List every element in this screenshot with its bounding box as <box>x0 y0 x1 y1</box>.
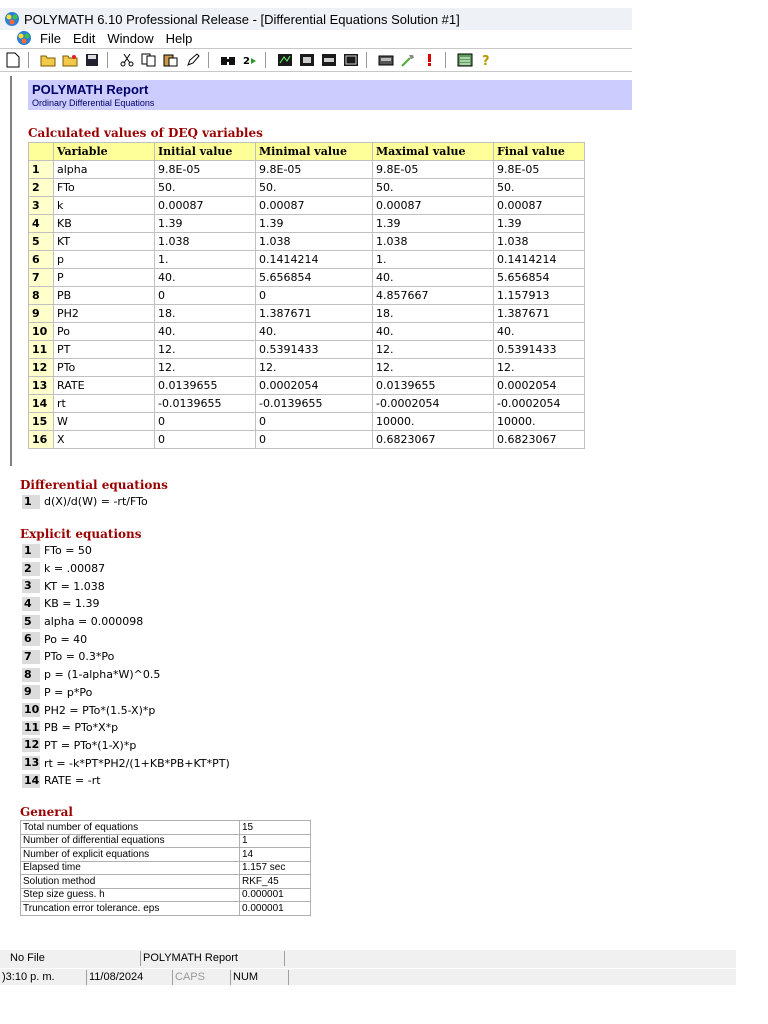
table-row <box>29 413 585 431</box>
table-row <box>29 431 585 449</box>
table-cell: 1. <box>373 251 494 269</box>
table-cell: -0.0002054 <box>494 395 585 413</box>
table-cell: 0 <box>256 287 373 305</box>
equation-number: 14 <box>24 773 40 787</box>
diff-equation-list <box>22 493 148 511</box>
table-cell: PB <box>54 287 155 305</box>
table-row <box>29 269 585 287</box>
table-row <box>29 287 585 305</box>
general-value: 15 <box>240 821 311 835</box>
row-index: 9 <box>29 305 54 323</box>
table-cell: 0.0139655 <box>155 377 256 395</box>
left-border <box>10 76 12 466</box>
table-cell: 50. <box>494 179 585 197</box>
table-row <box>29 359 585 377</box>
general-label: Step size guess. h <box>21 888 240 902</box>
table-cell: 18. <box>373 305 494 323</box>
program3-icon[interactable] <box>320 52 338 68</box>
menu-bar <box>0 29 632 47</box>
table-cell: -0.0139655 <box>256 395 373 413</box>
table-cell: PH2 <box>54 305 155 323</box>
program2-icon[interactable] <box>298 52 316 68</box>
diff-heading: Differential equations <box>20 478 168 492</box>
report-subtitle: Ordinary Differential Equations <box>32 98 155 108</box>
table-cell: 40. <box>494 323 585 341</box>
table-cell: 1.39 <box>494 215 585 233</box>
equation-number: 4 <box>22 597 40 611</box>
column-header: Initial value <box>155 143 256 161</box>
table-cell: 1. <box>155 251 256 269</box>
general-value: 14 <box>240 848 311 862</box>
equation-row <box>22 719 230 737</box>
edit-icon[interactable] <box>184 52 202 68</box>
equation-number: 10 <box>24 703 40 717</box>
row-index: 7 <box>29 269 54 287</box>
table-cell: 0.5391433 <box>256 341 373 359</box>
general-row <box>21 875 311 889</box>
equation-text: PB = PTo*X*p <box>44 721 119 735</box>
equation-text: P = p*Po <box>44 685 93 699</box>
table-cell: 1.157913 <box>494 287 585 305</box>
table-cell: 0.00087 <box>155 197 256 215</box>
equation-row <box>22 754 230 772</box>
column-header <box>29 143 54 161</box>
table-row <box>29 323 585 341</box>
table-cell: 0.00087 <box>373 197 494 215</box>
general-table <box>20 820 311 916</box>
menu-window[interactable]: Window <box>107 30 154 46</box>
status-bar-top <box>0 950 736 968</box>
table-cell: 12. <box>494 359 585 377</box>
tools-icon[interactable] <box>399 52 417 68</box>
status-time: )3:10 p. m. <box>2 971 55 983</box>
row-index: 8 <box>29 287 54 305</box>
column-header: Minimal value <box>256 143 373 161</box>
table-cell: 10000. <box>494 413 585 431</box>
table-cell: 9.8E-05 <box>155 161 256 179</box>
row-index: 2 <box>29 179 54 197</box>
equation-text: alpha = 0.000098 <box>44 615 144 629</box>
status-view: POLYMATH Report <box>140 951 283 966</box>
deq-table <box>28 142 585 449</box>
table-row <box>29 341 585 359</box>
help-icon[interactable] <box>478 52 496 68</box>
table-cell: 0.00087 <box>256 197 373 215</box>
new-icon[interactable] <box>4 52 22 68</box>
table-cell: 12. <box>256 359 373 377</box>
table-cell: 40. <box>256 323 373 341</box>
equation-text: Po = 40 <box>44 632 88 646</box>
equation-text: RATE = -rt <box>44 774 101 788</box>
general-row <box>21 888 311 902</box>
table-cell: 0.1414214 <box>256 251 373 269</box>
run-icon[interactable] <box>241 52 259 68</box>
table-cell: 12. <box>155 341 256 359</box>
status-file: No File <box>10 952 45 964</box>
equation-text: PH2 = PTo*(1.5-X)*p <box>44 703 156 717</box>
open-alt-icon[interactable] <box>61 52 79 68</box>
row-index: 4 <box>29 215 54 233</box>
general-value: 0.000001 <box>240 888 311 902</box>
equation-row <box>22 772 230 790</box>
equation-number: 8 <box>22 668 40 682</box>
table-cell: 12. <box>155 359 256 377</box>
copy-icon[interactable] <box>140 52 158 68</box>
general-row <box>21 848 311 862</box>
svg-text:2: 2 <box>243 56 250 67</box>
table-cell: 0.0002054 <box>256 377 373 395</box>
table-cell: 0.0139655 <box>373 377 494 395</box>
table-cell: 1.39 <box>155 215 256 233</box>
row-index: 12 <box>29 359 54 377</box>
row-index: 5 <box>29 233 54 251</box>
menu-help[interactable]: Help <box>165 30 193 46</box>
equation-number: 6 <box>22 632 40 646</box>
polymath-logo-icon <box>4 11 20 27</box>
table-cell: 0.6823067 <box>373 431 494 449</box>
table-cell: 0 <box>155 413 256 431</box>
menu-edit[interactable]: Edit <box>72 30 96 46</box>
table-row <box>29 251 585 269</box>
alert-icon[interactable] <box>421 52 439 68</box>
table-cell: P <box>54 269 155 287</box>
equation-row <box>22 666 230 684</box>
save-icon[interactable] <box>83 52 101 68</box>
table-cell: 12. <box>373 359 494 377</box>
table-cell: W <box>54 413 155 431</box>
table-cell: 0 <box>256 413 373 431</box>
table-cell: RATE <box>54 377 155 395</box>
equation-number: 3 <box>22 579 40 593</box>
status-bar-bottom <box>0 969 736 985</box>
equation-number: 12 <box>24 738 40 752</box>
general-value: 0.000001 <box>240 902 311 916</box>
general-value: 1 <box>240 834 311 848</box>
document-menu-icon[interactable] <box>16 30 32 46</box>
equation-text: FTo = 50 <box>44 544 92 558</box>
equation-row <box>22 701 230 719</box>
equation-text: d(X)/d(W) = -rt/FTo <box>44 495 148 509</box>
equation-number: 9 <box>22 685 40 699</box>
table-cell: 9.8E-05 <box>256 161 373 179</box>
equation-number: 11 <box>24 720 40 734</box>
row-index: 16 <box>29 431 54 449</box>
equation-number: 5 <box>22 615 40 629</box>
table-cell: 1.038 <box>494 233 585 251</box>
table-cell: X <box>54 431 155 449</box>
equation-row <box>22 630 230 648</box>
row-index: 14 <box>29 395 54 413</box>
table-cell: 1.39 <box>373 215 494 233</box>
program4-icon[interactable] <box>342 52 360 68</box>
table-row <box>29 377 585 395</box>
table-cell: 1.39 <box>256 215 373 233</box>
report-title: POLYMATH Report <box>32 82 149 97</box>
table-cell: 50. <box>373 179 494 197</box>
equation-row <box>22 648 230 666</box>
row-index: 6 <box>29 251 54 269</box>
table-cell: 1.038 <box>155 233 256 251</box>
column-header: Final value <box>494 143 585 161</box>
column-header: Variable <box>54 143 155 161</box>
row-index: 11 <box>29 341 54 359</box>
explicit-heading: Explicit equations <box>20 527 142 541</box>
table-row <box>29 233 585 251</box>
general-label: Solution method <box>21 875 240 889</box>
row-index: 13 <box>29 377 54 395</box>
table-row <box>29 197 585 215</box>
table-cell: 9.8E-05 <box>373 161 494 179</box>
program1-icon[interactable] <box>276 52 294 68</box>
table-cell: Po <box>54 323 155 341</box>
equation-row <box>22 684 230 702</box>
find-icon[interactable] <box>219 52 237 68</box>
cut-icon[interactable] <box>118 52 136 68</box>
status-date: 11/08/2024 <box>86 970 171 985</box>
general-heading: General <box>20 805 73 819</box>
general-row <box>21 902 311 916</box>
equation-row <box>22 577 230 595</box>
table-cell: 5.656854 <box>494 269 585 287</box>
table-cell: 0.6823067 <box>494 431 585 449</box>
equation-text: rt = -k*PT*PH2/(1+KB*PB+KT*PT) <box>44 756 230 770</box>
table-cell: 1.387671 <box>256 305 373 323</box>
status-caps: CAPS <box>172 970 229 985</box>
table-cell: 40. <box>155 269 256 287</box>
table-row <box>29 395 585 413</box>
table-cell: KB <box>54 215 155 233</box>
table-cell: 1.387671 <box>494 305 585 323</box>
equation-text: p = (1-alpha*W)^0.5 <box>44 668 161 682</box>
table-cell: 0 <box>155 287 256 305</box>
table-cell: 0.5391433 <box>494 341 585 359</box>
menu-file[interactable]: File <box>40 30 61 46</box>
table-cell: 0.0002054 <box>494 377 585 395</box>
explicit-equation-list <box>22 542 230 790</box>
toolbar <box>0 48 632 72</box>
table-cell: 40. <box>155 323 256 341</box>
table-cell: k <box>54 197 155 215</box>
table-cell: PTo <box>54 359 155 377</box>
general-row <box>21 861 311 875</box>
table-cell: alpha <box>54 161 155 179</box>
table-cell: 5.656854 <box>256 269 373 287</box>
row-index: 1 <box>29 161 54 179</box>
table-cell: 40. <box>373 269 494 287</box>
window-title: POLYMATH 6.10 Professional Release - [Differential Equations Solution #1] <box>24 11 460 27</box>
equation-row <box>22 560 230 578</box>
equation-number: 1 <box>22 544 40 558</box>
row-index: 10 <box>29 323 54 341</box>
general-label: Truncation error tolerance. eps <box>21 902 240 916</box>
table-cell: rt <box>54 395 155 413</box>
general-label: Number of differential equations <box>21 834 240 848</box>
general-row <box>21 834 311 848</box>
general-label: Total number of equations <box>21 821 240 835</box>
equation-text: KT = 1.038 <box>44 579 105 593</box>
general-value: RKF_45 <box>240 875 311 889</box>
general-value: 1.157 sec <box>240 861 311 875</box>
equation-number: 7 <box>22 650 40 664</box>
equation-text: PT = PTo*(1-X)*p <box>44 738 137 752</box>
table-row <box>29 161 585 179</box>
calculator-icon[interactable] <box>456 52 474 68</box>
report-header <box>28 80 632 110</box>
table-cell: 0.1414214 <box>494 251 585 269</box>
table-row <box>29 179 585 197</box>
column-header: Maximal value <box>373 143 494 161</box>
program5-icon[interactable] <box>377 52 395 68</box>
equation-row <box>22 493 148 511</box>
deq-heading: Calculated values of DEQ variables <box>28 126 263 140</box>
paste-icon[interactable] <box>162 52 180 68</box>
table-cell: -0.0002054 <box>373 395 494 413</box>
table-cell: 18. <box>155 305 256 323</box>
equation-number: 1 <box>22 495 40 509</box>
table-row <box>29 215 585 233</box>
table-cell: 40. <box>373 323 494 341</box>
equation-text: k = .00087 <box>44 562 106 576</box>
table-cell: FTo <box>54 179 155 197</box>
table-cell: 12. <box>373 341 494 359</box>
svg-text:?: ? <box>482 54 490 67</box>
table-cell: 50. <box>256 179 373 197</box>
title-bar <box>0 8 632 30</box>
table-cell: 0.00087 <box>494 197 585 215</box>
equation-row <box>22 613 230 631</box>
general-label: Number of explicit equations <box>21 848 240 862</box>
equation-row <box>22 542 230 560</box>
row-index: 3 <box>29 197 54 215</box>
equation-number: 13 <box>24 756 40 770</box>
table-cell: p <box>54 251 155 269</box>
equation-number: 2 <box>22 562 40 576</box>
table-cell: 4.857667 <box>373 287 494 305</box>
table-cell: PT <box>54 341 155 359</box>
equation-row <box>22 737 230 755</box>
table-cell: 0 <box>256 431 373 449</box>
table-cell: KT <box>54 233 155 251</box>
table-cell: -0.0139655 <box>155 395 256 413</box>
table-cell: 1.038 <box>256 233 373 251</box>
equation-row <box>22 595 230 613</box>
general-label: Elapsed time <box>21 861 240 875</box>
table-cell: 9.8E-05 <box>494 161 585 179</box>
equation-text: PTo = 0.3*Po <box>44 650 115 664</box>
table-cell: 50. <box>155 179 256 197</box>
table-row <box>29 305 585 323</box>
general-row <box>21 821 311 835</box>
open-icon[interactable] <box>39 52 57 68</box>
table-cell: 10000. <box>373 413 494 431</box>
status-num: NUM <box>230 970 287 985</box>
row-index: 15 <box>29 413 54 431</box>
table-cell: 0 <box>155 431 256 449</box>
table-cell: 1.038 <box>373 233 494 251</box>
equation-text: KB = 1.39 <box>44 597 100 611</box>
